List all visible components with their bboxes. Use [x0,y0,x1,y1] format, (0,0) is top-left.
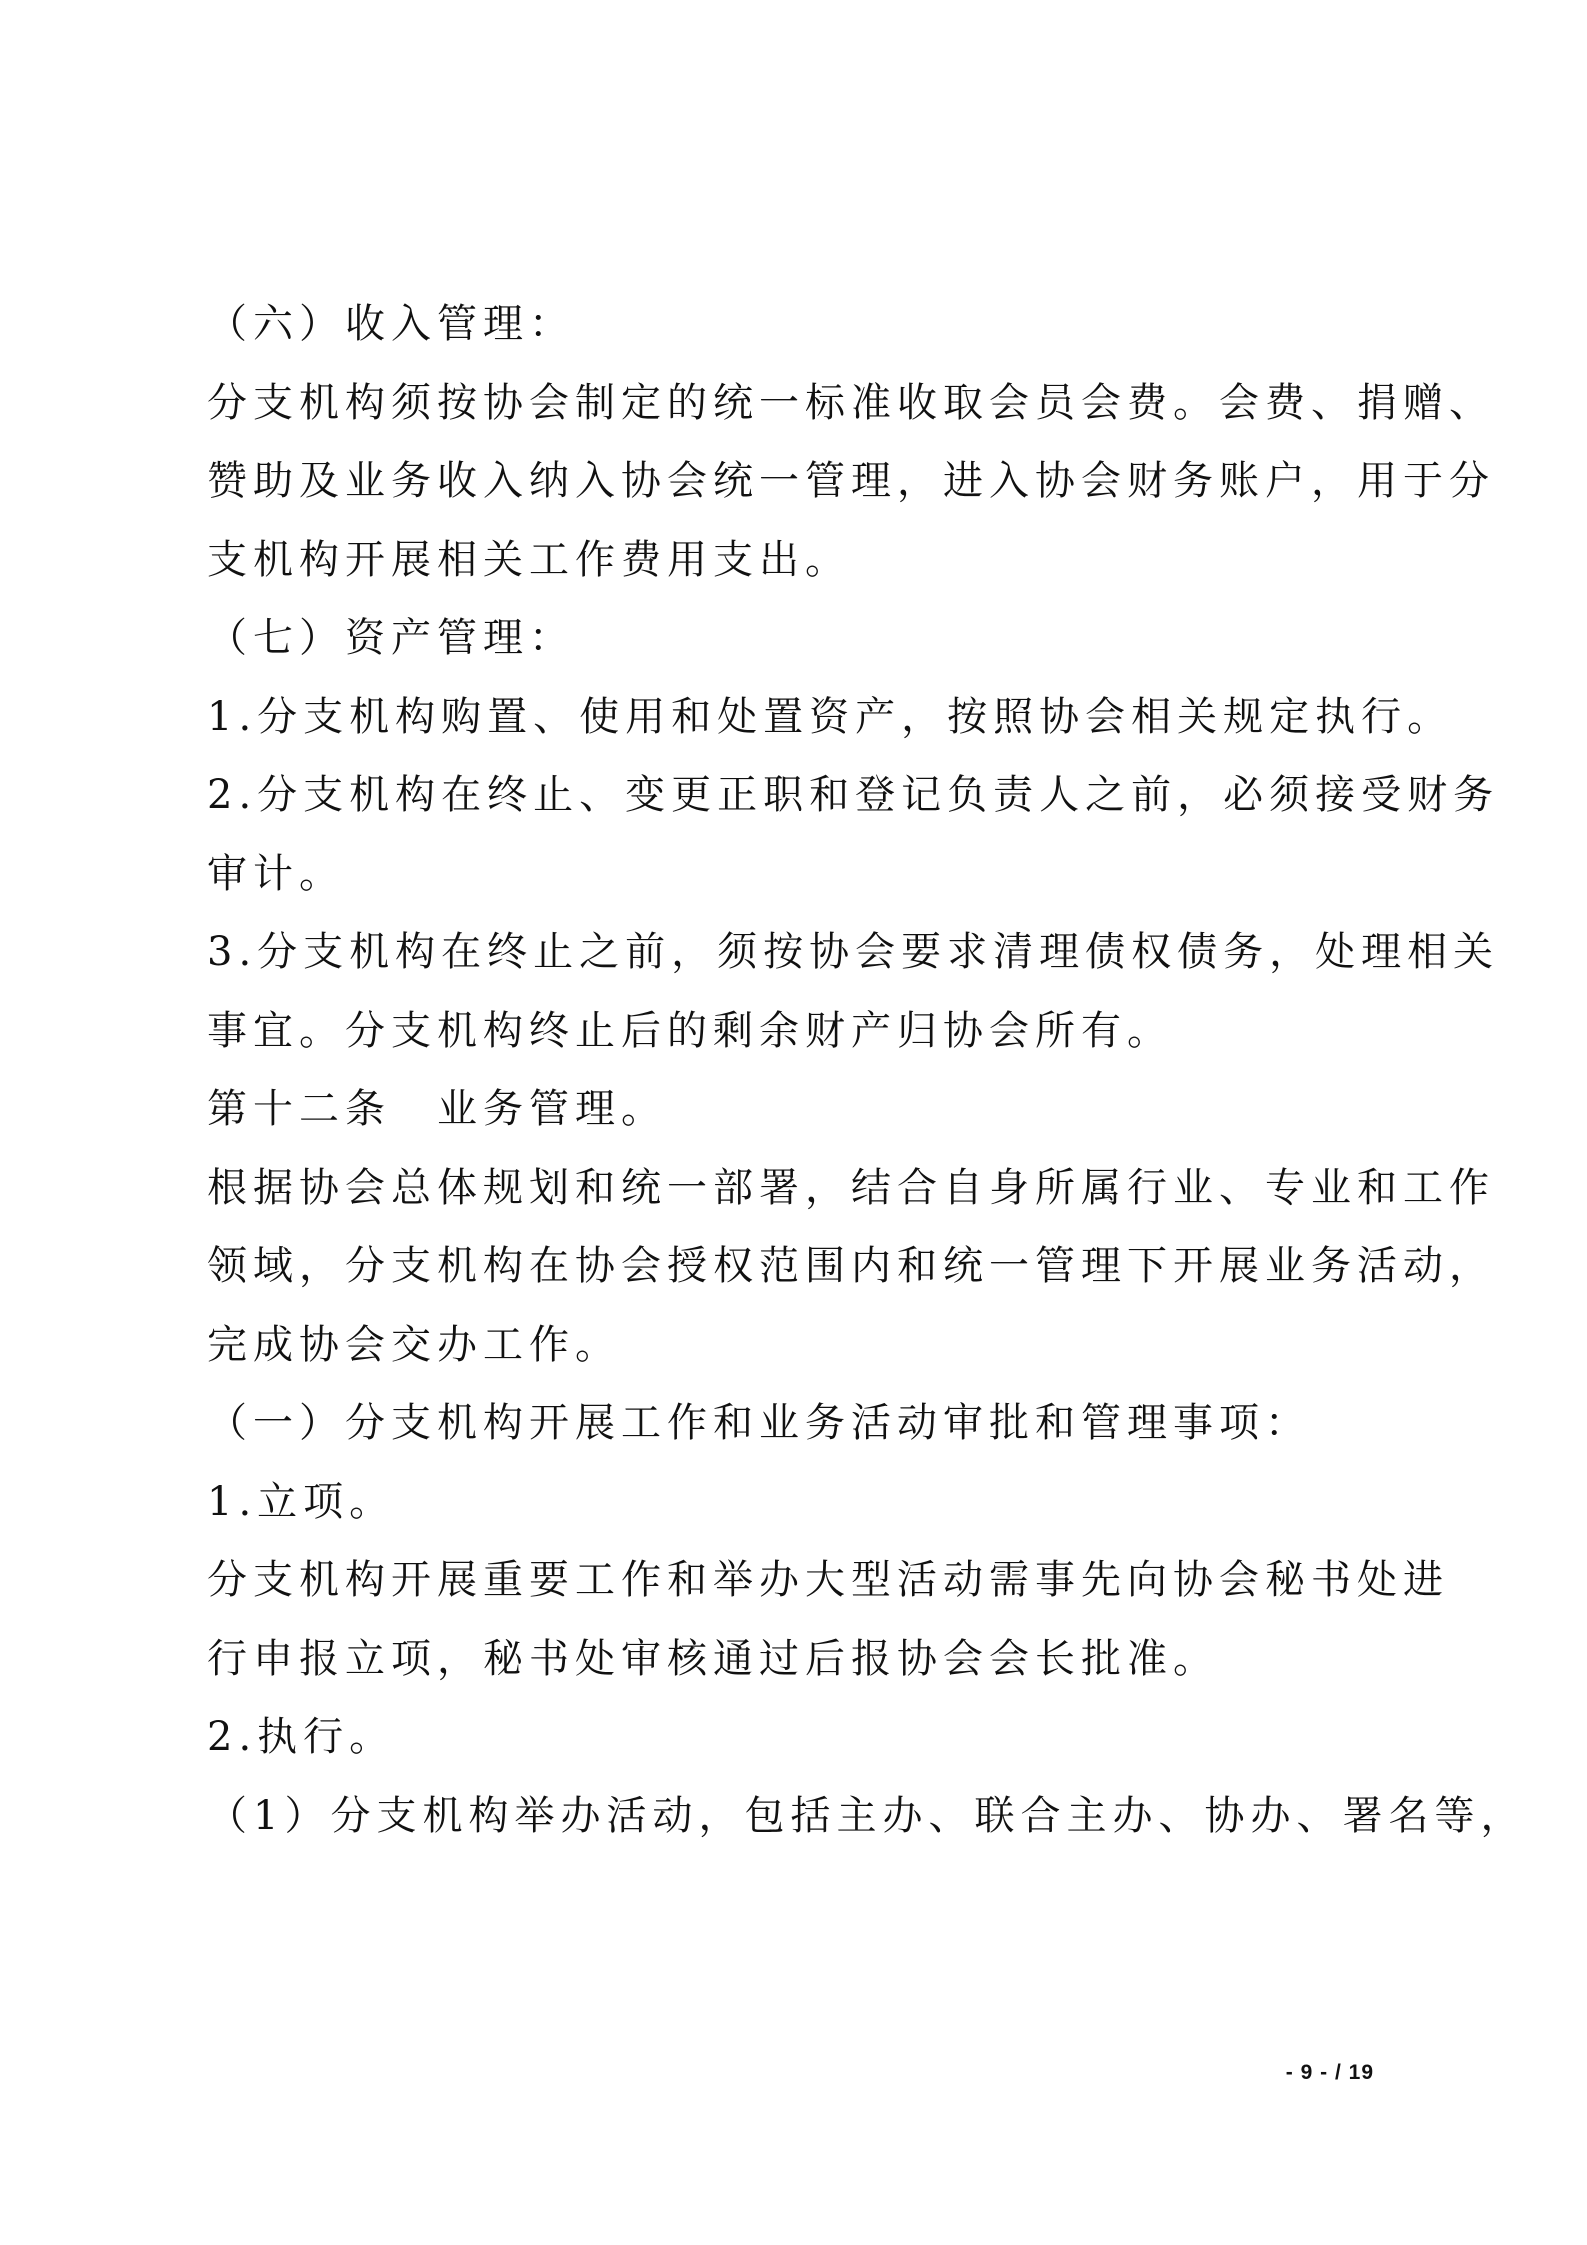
section-heading-assets: （七）资产管理： [207,615,575,661]
list-item: （1）分支机构举办活动，包括主办、联合主办、协办、署名等， [207,1792,1527,1839]
list-item: 1.立项。 [207,1478,396,1525]
paragraph-line: 支机构开展相关工作费用支出。 [207,536,851,583]
page-number: - 9 - / 19 [1285,2061,1374,2084]
section-heading-approval: （一）分支机构开展工作和业务活动审批和管理事项： [207,1400,1311,1446]
paragraph-line: 根据协会总体规划和统一部署，结合自身所属行业、专业和工作 [207,1164,1495,1211]
list-item: 2.执行。 [207,1714,396,1760]
paragraph-line: 分支机构开展重要工作和举办大型活动需事先向协会秘书处进 [207,1557,1449,1603]
paragraph-line: 领域，分支机构在协会授权范围内和统一管理下开展业务活动， [207,1243,1495,1289]
paragraph-line: 完成协会交办工作。 [207,1321,621,1368]
list-item: 2.分支机构在终止、变更正职和登记负责人之前，必须接受财务 [207,772,1500,818]
paragraph-line: 分支机构须按协会制定的统一标准收取会员会费。会费、捐赠、 [207,379,1495,426]
paragraph-line: 行申报立项，秘书处审核通过后报协会会长批准。 [207,1635,1219,1682]
article-heading: 第十二条 业务管理。 [207,1086,667,1132]
list-item: 1.分支机构购置、使用和处置资产，按照协会相关规定执行。 [207,693,1454,740]
document-body [207,285,1527,1855]
section-heading-income: （六）收入管理： [207,301,575,347]
paragraph-line: 事宜。分支机构终止后的剩余财产归协会所有。 [207,1007,1173,1054]
list-item: 3.分支机构在终止之前，须按协会要求清理债权债务，处理相关 [207,929,1500,975]
paragraph-line: 赞助及业务收入纳入协会统一管理，进入协会财务账户，用于分 [207,458,1495,504]
paragraph-line: 审计。 [207,850,345,897]
